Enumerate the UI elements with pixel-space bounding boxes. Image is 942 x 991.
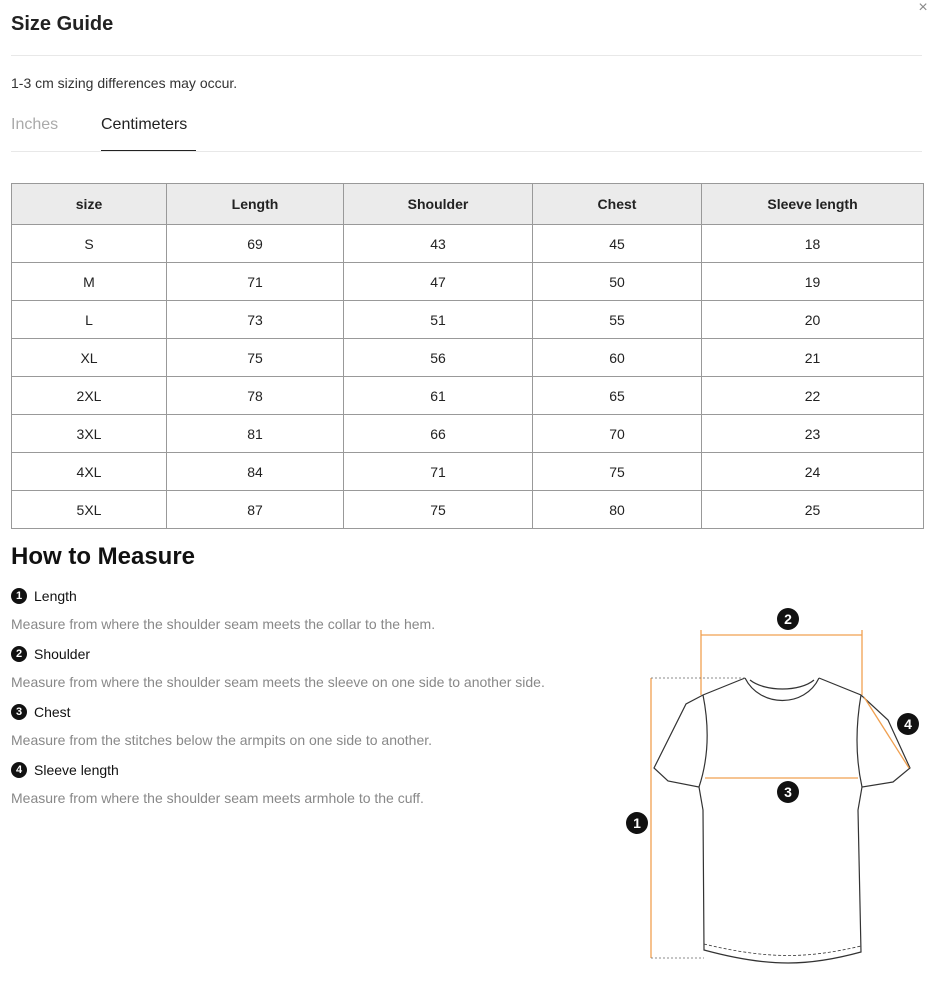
tshirt-right-armhole (857, 695, 862, 787)
svg-text:4: 4 (904, 716, 912, 732)
measure-label: Length (34, 588, 77, 604)
cell-chest: 80 (533, 491, 702, 529)
tshirt-body-outline (654, 678, 910, 963)
cell-sleeve-length: 23 (702, 415, 924, 453)
cell-shoulder: 56 (344, 339, 533, 377)
size-table (11, 183, 924, 529)
divider (11, 151, 922, 152)
tshirt-measure-diagram-icon (620, 600, 942, 991)
cell-chest: 70 (533, 415, 702, 453)
measure-label: Chest (34, 704, 71, 720)
cell-size: XL (12, 339, 167, 377)
cell-shoulder: 43 (344, 225, 533, 263)
cell-length: 81 (167, 415, 344, 453)
measure-description: Measure from where the shoulder seam meets the collar to the hem. (11, 616, 436, 632)
cell-chest: 45 (533, 225, 702, 263)
svg-text:2: 2 (784, 611, 792, 627)
modal-title: Size Guide (11, 13, 114, 35)
measure-label: Shoulder (34, 646, 91, 662)
cell-size: S (12, 225, 167, 263)
cell-length: 71 (167, 263, 344, 301)
tab-centimeters[interactable]: Centimeters (101, 116, 188, 133)
table-row (12, 339, 924, 377)
table-row (12, 263, 924, 301)
header-sleeve-length: Sleeve length (702, 184, 924, 225)
svg-text:1: 1 (633, 815, 641, 831)
table-row (12, 301, 924, 339)
cell-shoulder: 66 (344, 415, 533, 453)
cell-chest: 50 (533, 263, 702, 301)
number-1-icon: 1 (11, 588, 27, 604)
marker-2-icon (777, 608, 799, 630)
tshirt-left-armhole (699, 695, 707, 787)
svg-text:3: 3 (784, 784, 792, 800)
cell-size: 3XL (12, 415, 167, 453)
measure-description: Measure from where the shoulder seam meets the sleeve on one side to another side. (11, 674, 545, 690)
unit-tabs (11, 112, 922, 152)
cell-shoulder: 71 (344, 453, 533, 491)
cell-chest: 60 (533, 339, 702, 377)
cell-chest: 55 (533, 301, 702, 339)
marker-3-icon (777, 781, 799, 803)
sizing-note: 1-3 cm sizing differences may occur. (11, 75, 238, 91)
how-to-measure-title: How to Measure (11, 543, 196, 570)
measure-description: Measure from where the shoulder seam meets armhole to the cuff. (11, 790, 424, 806)
table-row (12, 377, 924, 415)
cell-size: 4XL (12, 453, 167, 491)
cell-shoulder: 51 (344, 301, 533, 339)
close-icon[interactable]: × (918, 0, 928, 16)
header-shoulder: Shoulder (344, 184, 533, 225)
cell-sleeve-length: 21 (702, 339, 924, 377)
cell-sleeve-length: 19 (702, 263, 924, 301)
cell-shoulder: 47 (344, 263, 533, 301)
cell-size: L (12, 301, 167, 339)
marker-4-icon (897, 713, 919, 735)
cell-length: 78 (167, 377, 344, 415)
measure-item-chest (11, 703, 432, 748)
cell-length: 84 (167, 453, 344, 491)
cell-length: 87 (167, 491, 344, 529)
cell-sleeve-length: 20 (702, 301, 924, 339)
measure-item-sleeve-length (11, 761, 424, 806)
divider (11, 55, 922, 56)
table-header-row (12, 184, 924, 225)
table-row (12, 225, 924, 263)
header-size: size (12, 184, 167, 225)
cell-size: M (12, 263, 167, 301)
cell-length: 75 (167, 339, 344, 377)
cell-length: 69 (167, 225, 344, 263)
measure-description: Measure from the stitches below the armpits on one side to another. (11, 732, 433, 748)
measure-item-shoulder (11, 645, 545, 690)
cell-sleeve-length: 24 (702, 453, 924, 491)
number-4-icon: 4 (11, 762, 27, 778)
marker-1-icon (626, 812, 648, 834)
cell-shoulder: 61 (344, 377, 533, 415)
cell-length: 73 (167, 301, 344, 339)
measure-label: Sleeve length (34, 762, 119, 778)
header-length: Length (167, 184, 344, 225)
table-row (12, 491, 924, 529)
cell-chest: 65 (533, 377, 702, 415)
tshirt-hem-stitch (704, 944, 861, 956)
measure-item-length (11, 587, 435, 632)
cell-chest: 75 (533, 453, 702, 491)
number-2-icon: 2 (11, 646, 27, 662)
table-row (12, 415, 924, 453)
number-3-icon: 3 (11, 704, 27, 720)
cell-sleeve-length: 25 (702, 491, 924, 529)
table-row (12, 453, 924, 491)
tshirt-collar-inner (750, 680, 814, 689)
cell-sleeve-length: 18 (702, 225, 924, 263)
tab-inches[interactable]: Inches (11, 116, 59, 133)
cell-sleeve-length: 22 (702, 377, 924, 415)
cell-size: 5XL (12, 491, 167, 529)
cell-shoulder: 75 (344, 491, 533, 529)
header-chest: Chest (533, 184, 702, 225)
cell-size: 2XL (12, 377, 167, 415)
